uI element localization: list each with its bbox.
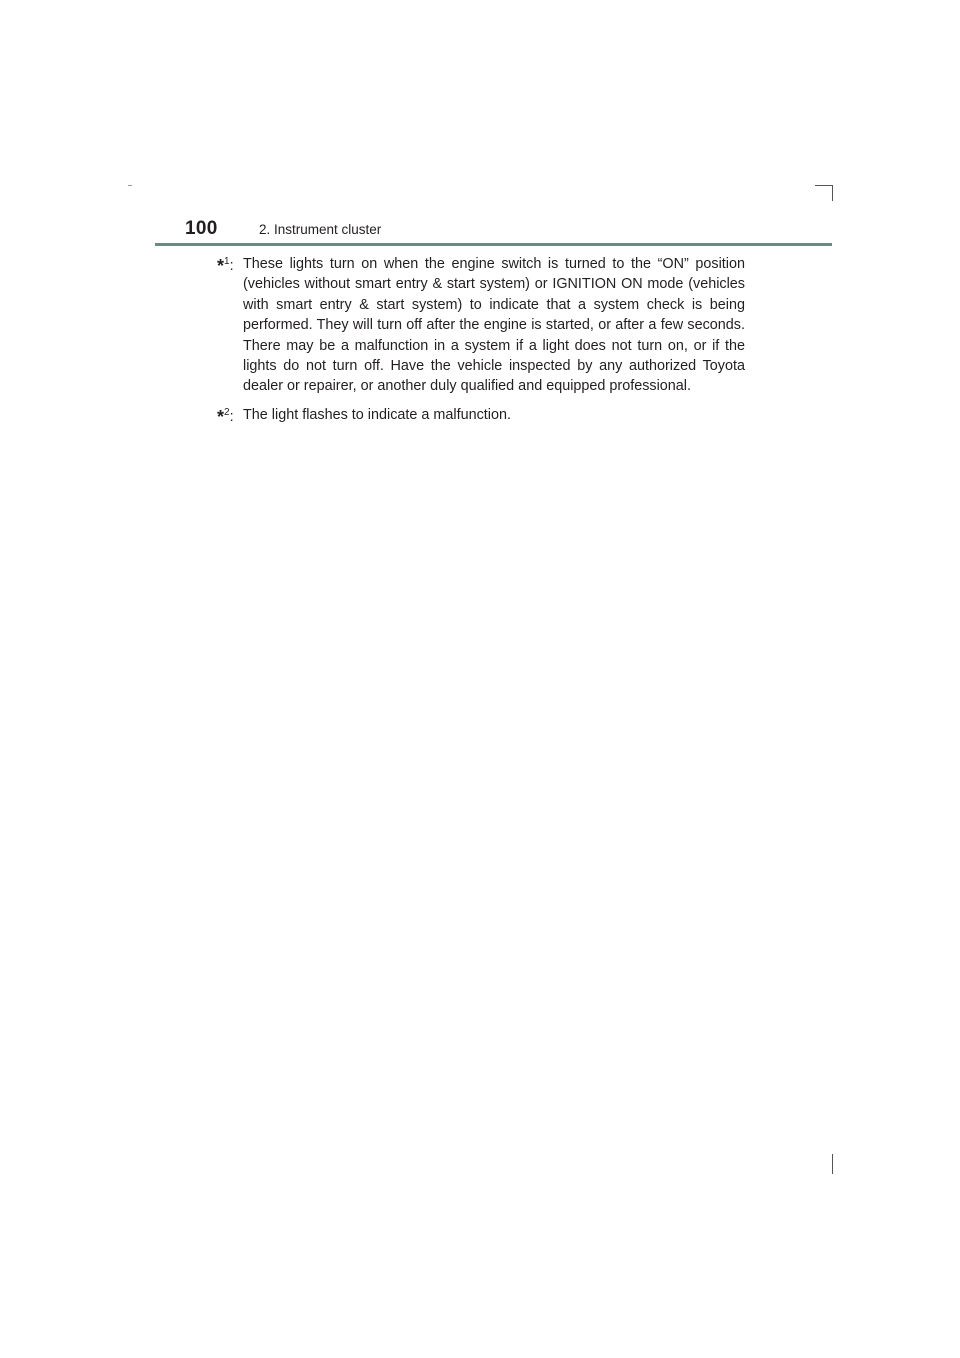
- crop-mark-bottom-right: [832, 1154, 833, 1174]
- asterisk-icon: *: [217, 256, 225, 276]
- footnote-separator: :: [229, 408, 234, 425]
- footnote-marker: [217, 405, 234, 429]
- footnote-1: [217, 254, 745, 397]
- footnote-text: The light flashes to indicate a malfunction.: [243, 406, 511, 423]
- section-title: 2. Instrument cluster: [259, 222, 382, 237]
- asterisk-icon: *: [217, 406, 225, 427]
- footnote-2: [217, 405, 745, 425]
- footnote-text: These lights turn on when the engine switch is turned to the “ON” position (vehicles without smart entry & start system) or IGNITION ON mode (vehicles with smart entry & start system) to indicate that a system check is being performed. They will turn off after the engine is started, or after a few seconds. There may be a malfunction in a system if a light does not turn on, or if the lights do not turn off. Have the vehicle inspected by any authorized Toyota dealer or repairer, or another duly qualified and equipped professional.: [243, 256, 745, 395]
- crop-mark-top-right-horizontal: [815, 185, 833, 186]
- footnote-marker: [217, 254, 234, 278]
- footnote-number: 1: [224, 256, 230, 267]
- footnotes: [217, 254, 745, 433]
- header-divider: [155, 243, 832, 246]
- page-header: [155, 216, 832, 246]
- crop-mark-top-right-vertical: [832, 185, 833, 201]
- crop-mark-top-left: [128, 185, 132, 186]
- page-number: 100: [185, 218, 218, 239]
- footnote-number: 2: [224, 406, 230, 418]
- footnote-separator: :: [229, 258, 234, 274]
